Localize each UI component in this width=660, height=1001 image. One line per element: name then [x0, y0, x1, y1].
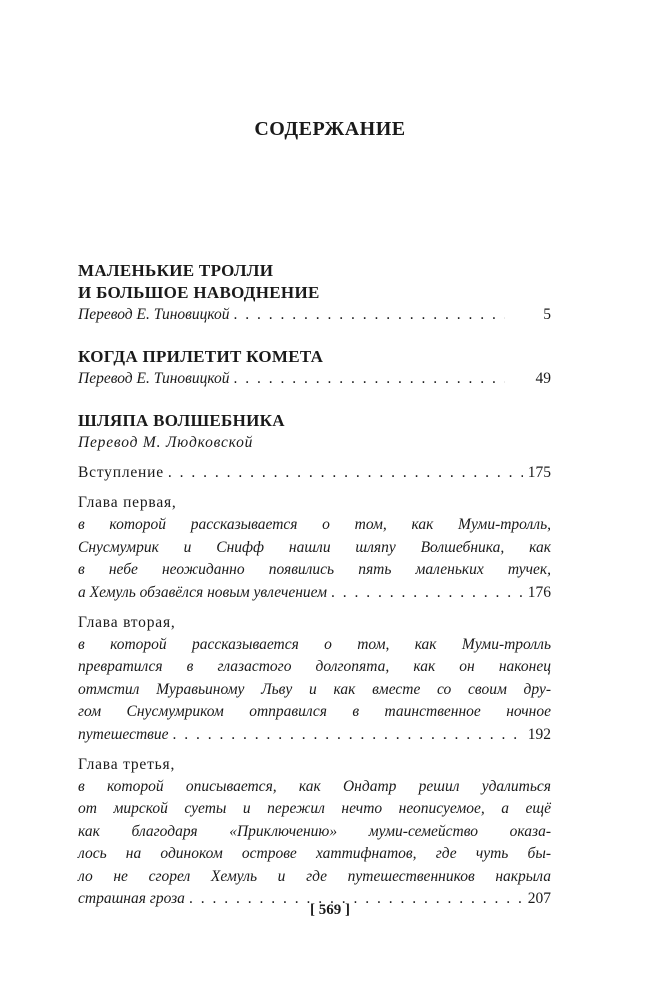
page-number: 175	[527, 464, 551, 481]
dot-leader	[168, 462, 523, 484]
chapter-description: в которой рассказывается о том, как Муми-тролль	[78, 635, 551, 653]
page-number: 176	[527, 583, 551, 601]
toc-entry[interactable]	[78, 492, 551, 604]
page-number: 207	[527, 890, 551, 907]
toc-section	[78, 260, 551, 326]
chapter-description: страшная гроза	[78, 890, 185, 907]
section-heading: И БОЛЬШОЕ НАВОДНЕНИЕ	[78, 283, 320, 302]
chapter-description-last	[78, 582, 551, 604]
chapter-description: Снусмумрик и Снифф нашли шляпу Волшебника, как	[78, 538, 551, 556]
chapter-description: от мирской суеты и пережил нечто неописуемое, а ещё	[78, 800, 551, 817]
dot-leader	[234, 368, 505, 390]
section-heading: МАЛЕНЬКИЕ ТРОЛЛИ	[78, 261, 274, 280]
chapter-description: в которой рассказывается о том, как Муми-тролль,	[78, 516, 551, 533]
entry-label: Вступление	[78, 464, 164, 481]
entry-label: Глава первая,	[78, 494, 177, 511]
toc-entry[interactable]	[78, 612, 551, 746]
entry-label: Глава третья,	[78, 755, 176, 773]
translator-credit: Перевод Е. Тиновицкой	[78, 306, 230, 323]
chapter-description: как благодаря «Приключению» муми-семейство оказа-	[78, 822, 551, 840]
entry-label: Глава вторая,	[78, 613, 176, 631]
dot-leader	[331, 582, 523, 604]
dot-leader	[234, 304, 505, 326]
chapter-description: ло не сгорел Хемуль и где путешественников накрыла	[78, 867, 551, 885]
chapter-description: путешествие	[78, 725, 169, 743]
toc-entry[interactable]	[78, 368, 551, 390]
toc-entry[interactable]	[78, 304, 551, 326]
chapter-description: превратился в глазастого долгопята, как он наконец	[78, 658, 551, 675]
folio-page-number: [ 569 ]	[310, 902, 350, 918]
dot-leader	[173, 724, 523, 746]
toc-entry[interactable]	[78, 754, 551, 911]
toc-entry[interactable]	[78, 462, 551, 484]
chapter-description: в небе неожиданно появились пять маленьких тучек,	[78, 561, 551, 578]
toc-section	[78, 346, 551, 390]
page-number: 192	[527, 725, 551, 743]
chapter-description-last	[78, 724, 551, 746]
chapter-description: а Хемуль обзавёлся новым увлечением	[78, 583, 328, 601]
translator-credit: Перевод Е. Тиновицкой	[78, 370, 230, 387]
page-number: 5	[543, 306, 551, 323]
chapter-description: гом Снусмумриком отправился в таинственное ночное	[78, 703, 551, 720]
page-number: 49	[535, 370, 551, 387]
chapter-description: отмстил Муравьиному Льву и как вместе со своим дру-	[78, 680, 551, 698]
chapter-description: в которой описывается, как Ондатр решил удалиться	[78, 777, 551, 795]
toc-section	[78, 410, 551, 910]
section-heading: КОГДА ПРИЛЕТИТ КОМЕТА	[78, 347, 324, 366]
section-heading: ШЛЯПА ВОЛШЕБНИКА	[78, 411, 285, 430]
table-of-contents	[78, 260, 551, 930]
translator-credit: Перевод М. Людковской	[78, 434, 254, 451]
chapter-description: лось на одиноком острове хаттифнатов, где чуть бы-	[78, 845, 551, 862]
page-title: СОДЕРЖАНИЕ	[254, 118, 406, 140]
